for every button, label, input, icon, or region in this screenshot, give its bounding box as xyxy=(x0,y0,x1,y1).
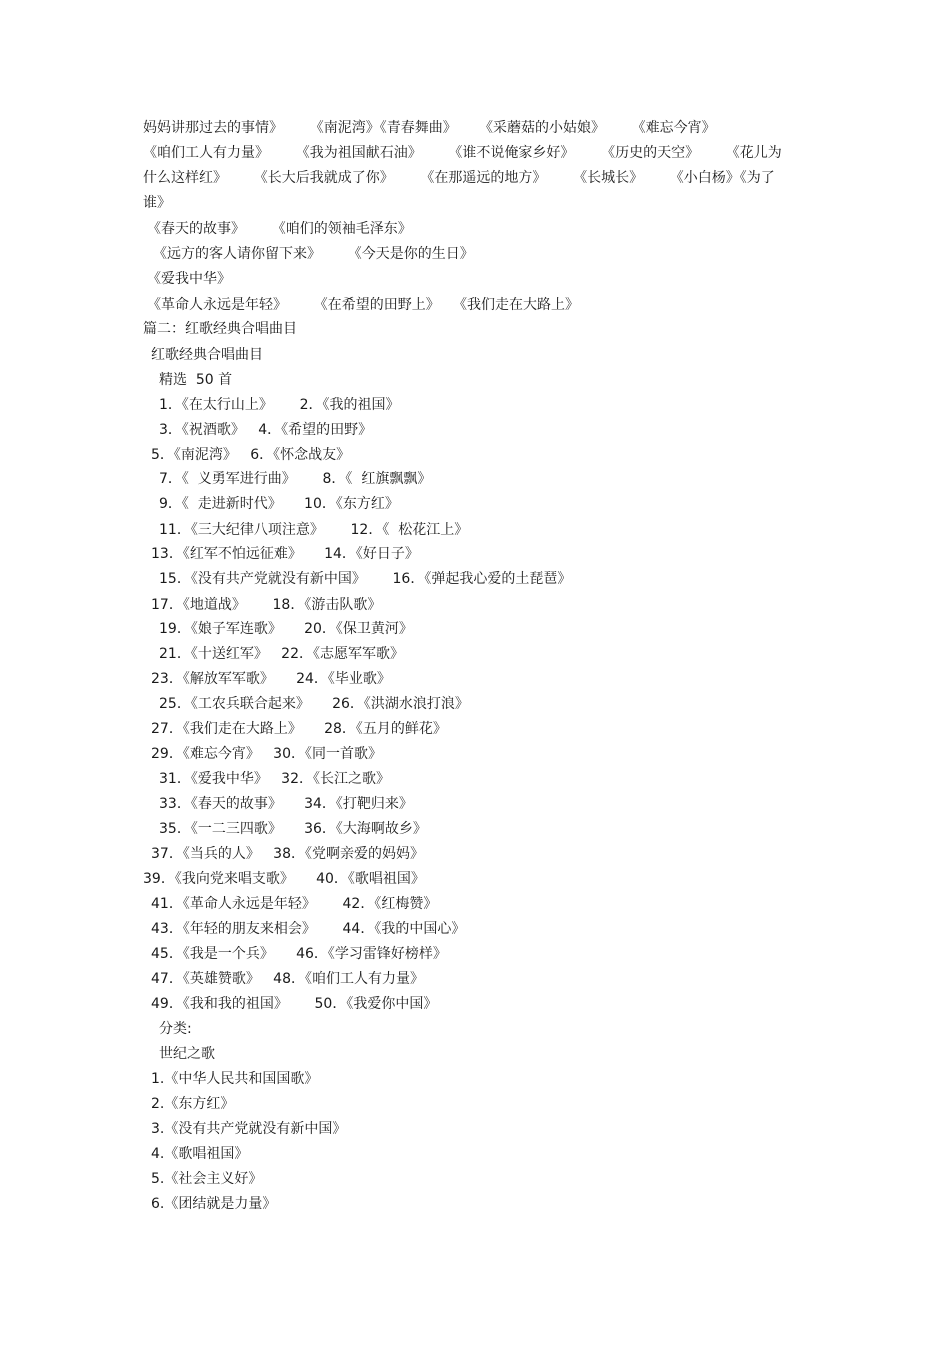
list-item: 35．《一二三四歌》 36．《大海啊故乡》 xyxy=(159,821,427,837)
list-item: 31．《爱我中华》 32．《长江之歌》 xyxy=(159,771,390,787)
list-item: 43．《年轻的朋友来相会》 44．《我的中国心》 xyxy=(151,921,466,937)
category-label: 分类: xyxy=(159,1021,192,1037)
list-item: 11．《三大纪律八项注意》 12．《 松花江上》 xyxy=(159,522,469,538)
section-heading: 篇二：红歌经典合唱曲目 xyxy=(143,321,297,337)
list-item: 6.《团结就是力量》 xyxy=(151,1196,277,1212)
list-item: 13．《红军不怕远征难》 14．《好日子》 xyxy=(151,546,419,562)
list-item: 1.《中华人民共和国国歌》 xyxy=(151,1071,319,1087)
list-item: 17．《地道战》 18．《游击队歌》 xyxy=(151,597,382,613)
list-subtitle: 精选 50 首 xyxy=(159,372,233,388)
text-line: 《春天的故事》 《咱们的领袖毛泽东》 xyxy=(147,221,412,237)
list-item: 37．《当兵的人》 38．《党啊亲爱的妈妈》 xyxy=(151,846,424,862)
list-item: 5．《南泥湾》 6．《怀念战友》 xyxy=(151,447,351,463)
text-line: 《咱们工人有力量》 《我为祖国献石油》 《谁不说俺家乡好》 《历史的天空》 《花儿为 xyxy=(143,145,782,161)
list-item: 3．《祝酒歌》 4．《希望的田野》 xyxy=(159,422,373,438)
list-item: 45．《我是一个兵》 46．《学习雷锋好榜样》 xyxy=(151,946,447,962)
list-item: 27．《我们走在大路上》 28．《五月的鲜花》 xyxy=(151,721,447,737)
list-item: 2.《东方红》 xyxy=(151,1096,235,1112)
text-line: 妈妈讲那过去的事情》 《南泥湾》《青春舞曲》 《采蘑菇的小姑娘》 《难忘今宵》 xyxy=(143,120,716,136)
list-item: 23．《解放军军歌》 24．《毕业歌》 xyxy=(151,671,391,687)
list-item: 19．《娘子军连歌》 20．《保卫黄河》 xyxy=(159,621,413,637)
list-item: 41．《革命人永远是年轻》 42．《红梅赞》 xyxy=(151,896,438,912)
list-item: 3.《没有共产党就没有新中国》 xyxy=(151,1121,347,1137)
list-item: 33．《春天的故事》 34．《打靶归来》 xyxy=(159,796,413,812)
list-item: 39．《我向党来唱支歌》 40．《歌唱祖国》 xyxy=(143,871,425,887)
text-line: 《爱我中华》 xyxy=(147,271,231,287)
list-item: 5.《社会主义好》 xyxy=(151,1171,263,1187)
category-heading: 世纪之歌 xyxy=(159,1046,215,1062)
text-line: 什么这样红》 《长大后我就成了你》 《在那遥远的地方》 《长城长》 《小白杨》《为了 xyxy=(143,170,775,186)
text-line: 谁》 xyxy=(143,195,171,211)
list-item: 15．《没有共产党就没有新中国》 16．《弹起我心爱的土琵琶》 xyxy=(159,571,572,587)
list-item: 21．《十送红军》 22．《志愿军军歌》 xyxy=(159,646,404,662)
list-item: 25．《工农兵联合起来》 26．《洪湖水浪打浪》 xyxy=(159,696,469,712)
list-item: 9．《 走进新时代》 10．《东方红》 xyxy=(159,496,399,512)
text-line: 《革命人永远是年轻》 《在希望的田野上》 《我们走在大路上》 xyxy=(147,297,580,313)
list-item: 49．《我和我的祖国》 50．《我爱你中国》 xyxy=(151,996,438,1012)
list-item: 7．《 义勇军进行曲》 8．《 红旗飘飘》 xyxy=(159,471,432,487)
list-item: 29．《难忘今宵》 30．《同一首歌》 xyxy=(151,746,382,762)
text-line: 《远方的客人请你留下来》 《今天是你的生日》 xyxy=(153,246,474,262)
list-item: 4.《歌唱祖国》 xyxy=(151,1146,249,1162)
list-item: 47．《英雄赞歌》 48．《咱们工人有力量》 xyxy=(151,971,424,987)
list-title: 红歌经典合唱曲目 xyxy=(151,347,263,363)
list-item: 1．《在太行山上》 2．《我的祖国》 xyxy=(159,397,400,413)
